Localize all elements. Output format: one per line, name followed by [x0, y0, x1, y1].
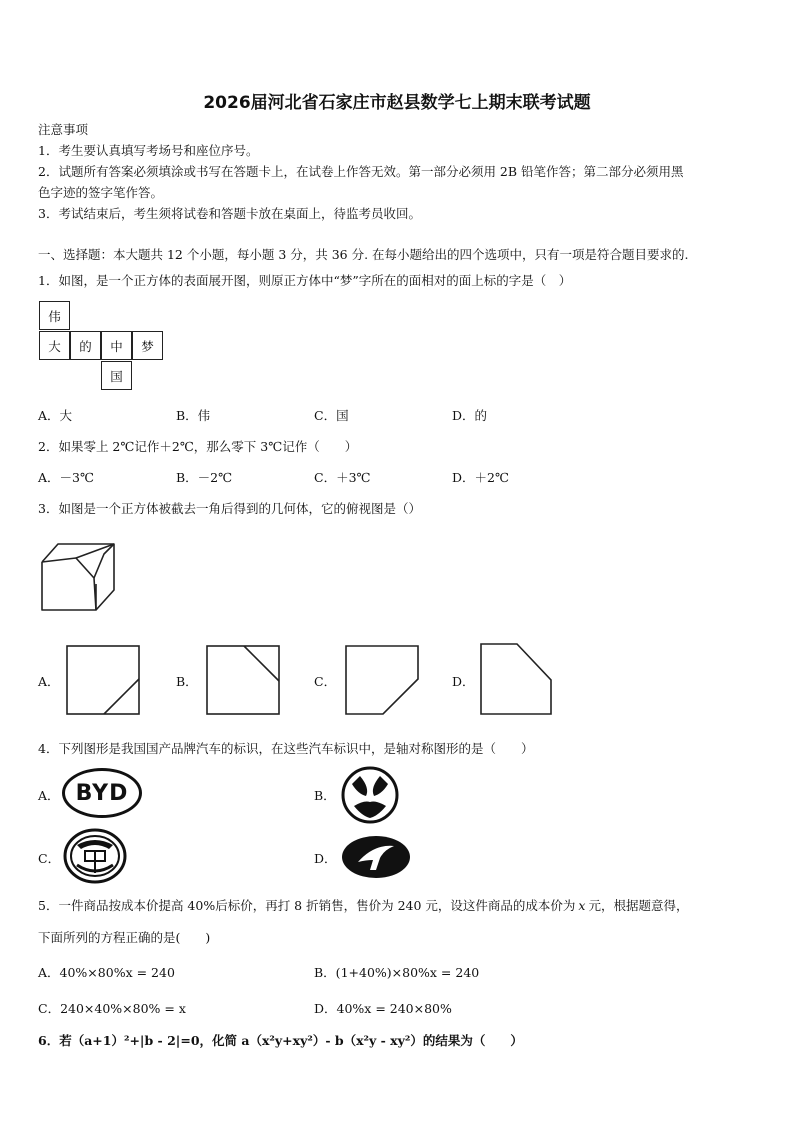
q5-stem-line2: 下面所列的方程正确的是( ) — [38, 930, 211, 945]
net-cell-zhong: 中 — [101, 331, 132, 360]
q5-option-d[interactable]: D．40%x = 240×80% — [314, 1001, 452, 1016]
q1-option-d[interactable]: D．的 — [452, 408, 488, 423]
q4-option-b[interactable]: B． — [314, 788, 336, 803]
q3-option-d-figure — [479, 642, 555, 716]
net-cell-guo: 国 — [101, 361, 132, 390]
brilliance-logo — [63, 827, 127, 885]
q3-cut-cube-figure — [38, 540, 118, 614]
q5-stem-line1 — [38, 896, 689, 914]
q4-stem: 4．下列图形是我国国产品牌汽车的标识，在这些汽车标识中，是轴对称图形的是（ ） — [38, 741, 534, 756]
haima-logo — [340, 834, 412, 880]
section-heading: 一、选择题：本大题共 12 个小题，每小题 3 分，共 36 分. 在每小题给出的四个选项中，只有一项是符合题目要求的. — [38, 247, 689, 262]
q6-stem: 6．若（a+1）²+|b - 2|=0，化简 a（x²y+xy²）- b（x²y - xy²）的结果为（ ） — [38, 1033, 523, 1048]
q5-option-c[interactable]: C．240×40%×80% = x — [38, 1001, 186, 1016]
q1-option-b[interactable]: B．伟 — [176, 408, 211, 423]
q1-option-a[interactable]: A．大 — [38, 408, 73, 423]
q1-stem: 1．如图，是一个正方体的表面展开图，则原正方体中“梦”字所在的面相对的面上标的字是（ ） — [38, 273, 572, 288]
dongfeng-logo — [340, 766, 400, 824]
q3-option-a-figure — [66, 645, 140, 715]
net-cell-wei: 伟 — [39, 301, 70, 330]
q5-stem-part2: 元，根据题意得， — [588, 898, 689, 913]
q2-option-d[interactable]: D．＋2℃ — [452, 470, 509, 485]
q4-option-c[interactable]: C． — [38, 851, 61, 866]
q2-stem: 2．如果零上 2℃记作＋2℃，那么零下 3℃记作（ ） — [38, 439, 358, 454]
q2-option-b[interactable]: B．－2℃ — [176, 470, 233, 485]
net-cell-da: 大 — [39, 331, 70, 360]
q1-option-c[interactable]: C．国 — [314, 408, 349, 423]
notice-item-2: 2．试题所有答案必须填涂或书写在答题卡上，在试卷上作答无效。第一部分必须用 2B 铅笔作答；第二部分必须用黑 — [38, 164, 684, 179]
q5-variable: x — [578, 898, 586, 913]
byd-logo-text: BYD — [75, 780, 129, 806]
q2-option-c[interactable]: C．＋3℃ — [314, 470, 371, 485]
net-cell-de: 的 — [70, 331, 101, 360]
q4-option-a[interactable]: A． — [38, 788, 60, 803]
page-title: 2026届河北省石家庄市赵县数学七上期末联考试题 — [203, 93, 591, 113]
q3-option-a[interactable]: A． — [38, 674, 60, 689]
q5-option-b[interactable]: B．(1+40%)×80%x = 240 — [314, 965, 480, 980]
notice-item-2-cont: 色字迹的签字笔作答。 — [38, 185, 164, 200]
notice-heading: 注意事项 — [38, 122, 89, 137]
q3-option-b-figure — [206, 645, 280, 715]
byd-logo — [62, 768, 142, 818]
q2-option-a[interactable]: A．－3℃ — [38, 470, 94, 485]
q3-option-d[interactable]: D． — [452, 674, 475, 689]
q3-option-b[interactable]: B． — [176, 674, 198, 689]
q4-option-d[interactable]: D． — [314, 851, 337, 866]
notice-item-3: 3．考试结束后，考生须将试卷和答题卡放在桌面上，待监考员收回。 — [38, 206, 421, 221]
q3-option-c-figure — [345, 645, 419, 715]
q3-stem: 3．如图是一个正方体被截去一角后得到的几何体，它的俯视图是（） — [38, 501, 421, 516]
q5-stem-part1: 5．一件商品按成本价提高 40%后标价，再打 8 折销售，售价为 240 元，设这件商品的成本价为 — [38, 898, 576, 913]
notice-item-1: 1．考生要认真填写考场号和座位序号。 — [38, 143, 259, 158]
q3-option-c[interactable]: C． — [314, 674, 337, 689]
q5-option-a[interactable]: A．40%×80%x = 240 — [38, 965, 175, 980]
net-cell-meng: 梦 — [132, 331, 163, 360]
